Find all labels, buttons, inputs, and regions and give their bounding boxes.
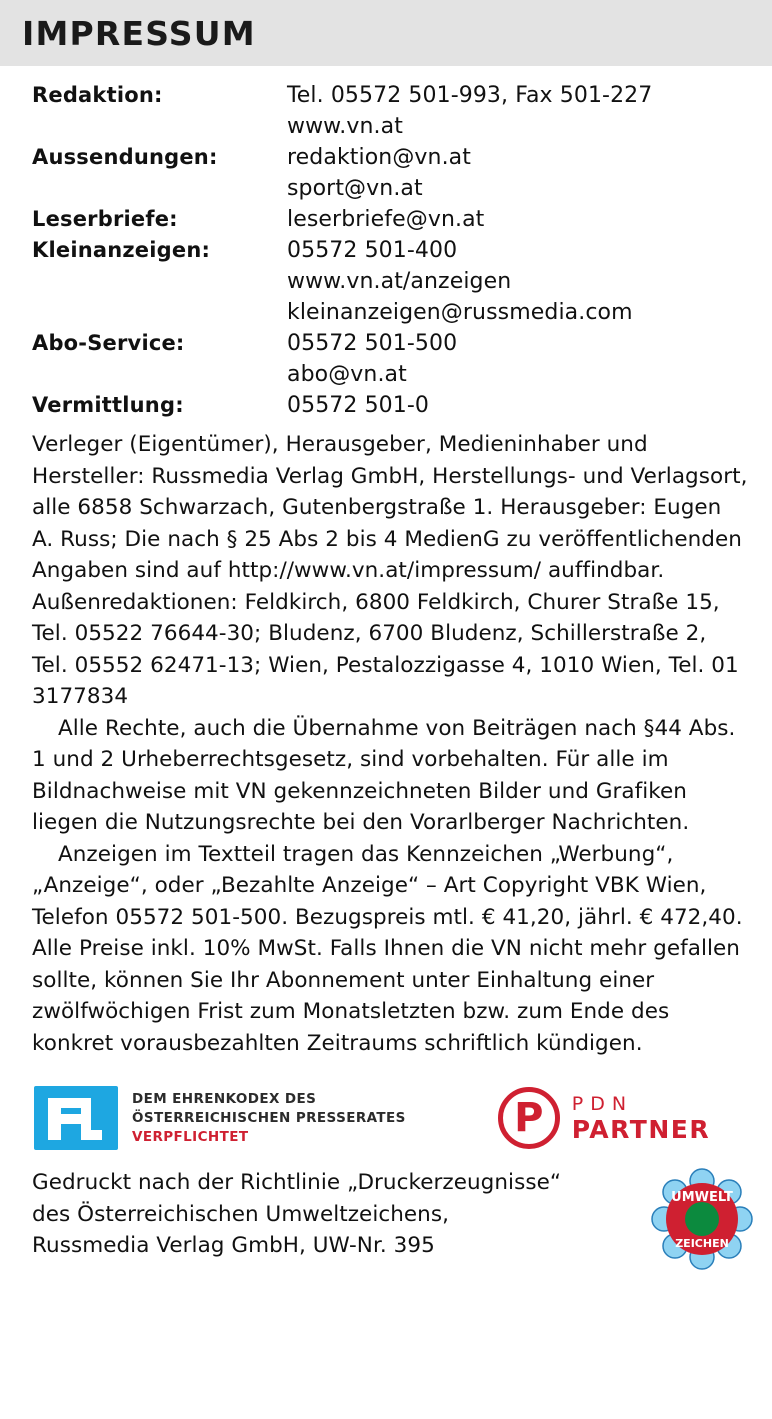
contact-label-spacer xyxy=(32,194,287,195)
pdn-line-top: PDN xyxy=(571,1093,634,1115)
presserat-logo-icon xyxy=(34,1086,118,1150)
presserat-line-3: VERPFLICHTET xyxy=(132,1128,249,1145)
contact-value-leserbriefe-mail[interactable]: leserbriefe@vn.at xyxy=(287,207,485,232)
svg-text:UMWELT: UMWELT xyxy=(671,1190,733,1205)
footer-line-2: des Österreichischen Umweltzeichens, xyxy=(32,1201,449,1227)
contact-value-abo-mail[interactable]: abo@vn.at xyxy=(287,362,407,387)
contact-label-vermittlung: Vermittlung: xyxy=(32,393,184,417)
pdn-logo xyxy=(498,1087,710,1149)
umweltzeichen-badge-icon xyxy=(650,1167,754,1271)
contact-row xyxy=(32,359,752,390)
contact-value-kleinanzeigen-web[interactable]: www.vn.at/anzeigen xyxy=(287,269,512,294)
paragraph-rights: Alle Rechte, auch die Übernahme von Beiträgen nach §44 Abs. 1 und 2 Urheberrechtsgesetz, sind vorbehalten. Für alle im Bildnachweise mit VN gekennzeichneten Bilder und Grafiken liegen die Nutzungsrechte bei den Vorarlberger Nachrichten. xyxy=(32,715,736,835)
presserat-line-1: DEM EHRENKODEX DES xyxy=(132,1090,317,1107)
contact-label-kleinanzeigen: Kleinanzeigen: xyxy=(32,238,211,262)
footer-line-1: Gedruckt nach der Richtlinie „Druckerzeugnisse“ xyxy=(32,1170,562,1195)
contact-label-spacer xyxy=(32,132,287,133)
page-title: IMPRESSUM xyxy=(22,13,256,53)
contact-label-redaktion: Redaktion: xyxy=(32,83,163,107)
contact-value-vermittlung-phone: 05572 501-0 xyxy=(287,393,430,418)
contact-label-spacer xyxy=(32,318,287,319)
contact-row xyxy=(32,266,752,297)
contact-row xyxy=(32,297,752,328)
contact-label-leserbriefe: Leserbriefe: xyxy=(32,207,178,231)
contact-row xyxy=(32,204,752,235)
contact-label-abo-service: Abo-Service: xyxy=(32,331,185,355)
footer-line-3: Russmedia Verlag GmbH, UW-Nr. 395 xyxy=(32,1233,435,1258)
page-header xyxy=(0,0,772,66)
pdn-circle-icon: P xyxy=(498,1087,560,1149)
paragraph-ads: Anzeigen im Textteil tragen das Kennzeichen „Werbung“, „Anzeige“, oder „Bezahlte Anzeige“ – Art Copyright VBK Wien, Telefon 05572 501-500. Bezugspreis mtl. € 41,20, jährl. € 472,40. Alle Preise inkl. 10% MwSt. Falls Ihnen die VN nicht mehr gefallen sollte, können Sie Ihr Abonnement unter Einhaltung einer zwölfwöchigen Frist zum Monatsletzten bzw. zum Ende des konkret vorausbezahlten Zeitraums schriftlich kündigen. xyxy=(32,841,743,1056)
contact-row xyxy=(32,142,752,173)
contact-label-spacer xyxy=(32,287,287,288)
contact-list xyxy=(0,66,772,421)
footer-block xyxy=(0,1159,772,1262)
contact-value-kleinanzeigen-mail[interactable]: kleinanzeigen@russmedia.com xyxy=(287,300,633,325)
pdn-line-bottom: PARTNER xyxy=(571,1115,711,1144)
imprint-body xyxy=(0,421,772,1059)
contact-row xyxy=(32,235,752,266)
contact-value-aussendungen-redaktion-mail[interactable]: redaktion@vn.at xyxy=(287,145,471,170)
presserat-logo-text xyxy=(132,1090,406,1147)
contact-label-spacer xyxy=(32,380,287,381)
paragraph-imprint: Verleger (Eigentümer), Herausgeber, Medieninhaber und Hersteller: Russmedia Verlag GmbH, Herstellungs- und Verlagsort, alle 6858 Schwarzach, Gutenbergstraße 1. Herausgeber: Eugen A. Russ; Die nach § 25 Abs 2 bis 4 MedienG zu veröffentlichenden Angaben sind auf http://www.vn.at/impressum/ auffindbar. Außenredaktionen: Feldkirch, 6800 Feldkirch, Churer Straße 15, Tel. 05522 76644-30; Bludenz, 6700 Bludenz, Schillerstraße 2, Tel. 05552 62471-13; Wien, Pestalozzigasse 4, 1010 Wien, Tel. 01 3177834 xyxy=(32,432,748,709)
presserat-line-2: ÖSTERREICHISCHEN PRESSERATES xyxy=(132,1109,406,1126)
contact-label-aussendungen: Aussendungen: xyxy=(32,145,218,169)
contact-row xyxy=(32,80,752,111)
contact-value-redaktion-phone: Tel. 05572 501-993, Fax 501-227 xyxy=(287,83,653,108)
contact-value-aussendungen-sport-mail[interactable]: sport@vn.at xyxy=(287,176,423,201)
contact-value-kleinanzeigen-phone: 05572 501-400 xyxy=(287,238,458,263)
contact-row xyxy=(32,328,752,359)
logo-row xyxy=(0,1077,772,1159)
contact-value-redaktion-web[interactable]: www.vn.at xyxy=(287,114,403,139)
contact-row xyxy=(32,111,752,142)
svg-text:ZEICHEN: ZEICHEN xyxy=(675,1237,729,1250)
contact-row xyxy=(32,390,752,421)
contact-row xyxy=(32,173,752,204)
contact-value-abo-phone: 05572 501-500 xyxy=(287,331,458,356)
presserat-logo xyxy=(34,1086,406,1150)
pdn-logo-text xyxy=(572,1092,710,1144)
